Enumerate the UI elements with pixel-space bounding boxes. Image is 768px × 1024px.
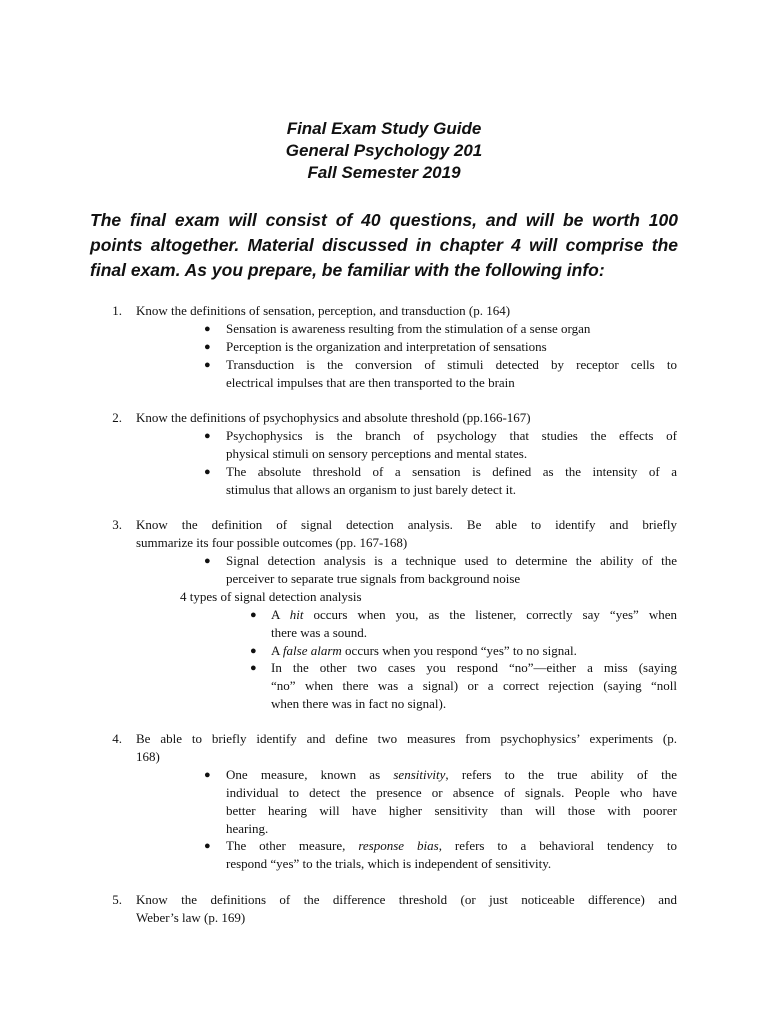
sub-bullet-text-continued: there was a sound. [271, 625, 368, 640]
intro-line-1: The final exam will consist of 40 questions, and will be worth 100 [90, 210, 678, 230]
item-heading: Be able to briefly identify and define two measures from psychophysics’ experiments (p. [136, 731, 677, 746]
title-line-1: Final Exam Study Guide [286, 119, 482, 138]
bullet-text: Perception is the organization and interpretation of sensations [226, 339, 547, 354]
bullet-text-continued: physical stimuli on sensory perceptions and mental states. [226, 446, 528, 461]
bullet-text-continued: perceiver to separate true signals from background noise [226, 571, 521, 586]
title-line-2: General Psychology 201 [285, 141, 483, 160]
item-number: 3. [112, 517, 122, 532]
item-number: 2. [112, 410, 122, 425]
intro-line-3: final exam. As you prepare, be familiar with the following info: [90, 260, 605, 280]
bullet-icon: ● [250, 609, 257, 621]
intro-line-2: points altogether. Material discussed in chapter 4 will comprise the [90, 235, 678, 255]
sub-bullet-text-continued: “no” when there was a signal) or a correct rejection (saying “noll [271, 678, 677, 693]
item-heading: Know the definitions of the difference threshold (or just noticeable difference) and [136, 892, 677, 907]
bullet-icon: ● [250, 645, 257, 657]
bullet-text-continued: better hearing will have higher sensitivity than will those with poorer [226, 803, 677, 818]
bullet-icon: ● [204, 323, 211, 335]
document-title [0, 118, 768, 184]
bullet-icon: ● [204, 341, 211, 353]
item-number: 1. [112, 303, 122, 318]
bullet-icon: ● [204, 840, 211, 852]
bullet-text: Transduction is the conversion of stimuli detected by receptor cells to [226, 357, 677, 372]
bullet-text-continued: stimulus that allows an organism to just barely detect it. [226, 482, 517, 497]
bullet-icon: ● [204, 555, 211, 567]
bullet-text-continued: hearing. [226, 821, 269, 836]
bullet-icon: ● [204, 430, 211, 442]
title-line-3: Fall Semester 2019 [307, 163, 461, 182]
item-heading: Know the definitions of sensation, perception, and transduction (p. 164) [136, 303, 511, 318]
sub-bullet-text-continued: when there was in fact no signal). [271, 696, 447, 711]
bullet-text: The absolute threshold of a sensation is defined as the intensity of a [226, 464, 677, 479]
item-heading-continued: summarize its four possible outcomes (pp. 167-168) [136, 535, 408, 550]
bullet-icon: ● [204, 769, 211, 781]
bullet-text: Signal detection analysis is a technique used to determine the ability of the [226, 553, 677, 568]
item-number: 4. [112, 731, 122, 746]
item-heading-continued: 168) [136, 749, 160, 764]
item-heading: Know the definition of signal detection analysis. Be able to identify and briefly [136, 517, 677, 532]
bullet-text-continued: individual to detect the presence or absence of signals. People who have [226, 785, 677, 800]
bullet-icon: ● [204, 359, 211, 371]
bullet-icon: ● [250, 662, 257, 674]
bullet-text: The other measure, response bias, refers to a behavioral tendency to [226, 838, 677, 853]
sub-heading: 4 types of signal detection analysis [180, 589, 362, 604]
sub-bullet-text: A false alarm occurs when you respond “yes” to no signal. [271, 643, 577, 658]
bullet-text-continued: electrical impulses that are then transported to the brain [226, 375, 515, 390]
item-heading: Know the definitions of psychophysics and absolute threshold (pp.166-167) [136, 410, 531, 425]
item-number: 5. [112, 892, 122, 907]
bullet-text: Psychophysics is the branch of psychology that studies the effects of [226, 428, 677, 443]
item-heading-continued: Weber’s law (p. 169) [136, 910, 246, 925]
sub-bullet-text: In the other two cases you respond “no”—either a miss (saying [271, 660, 677, 675]
sub-bullet-text: A hit occurs when you, as the listener, correctly say “yes” when [271, 607, 677, 622]
intro-paragraph [90, 208, 678, 283]
bullet-icon: ● [204, 466, 211, 478]
bullet-text: One measure, known as sensitivity, refers to the true ability of the [226, 767, 677, 782]
bullet-text-continued: respond “yes” to the trials, which is independent of sensitivity. [226, 856, 552, 871]
bullet-text: Sensation is awareness resulting from the stimulation of a sense organ [226, 321, 591, 336]
